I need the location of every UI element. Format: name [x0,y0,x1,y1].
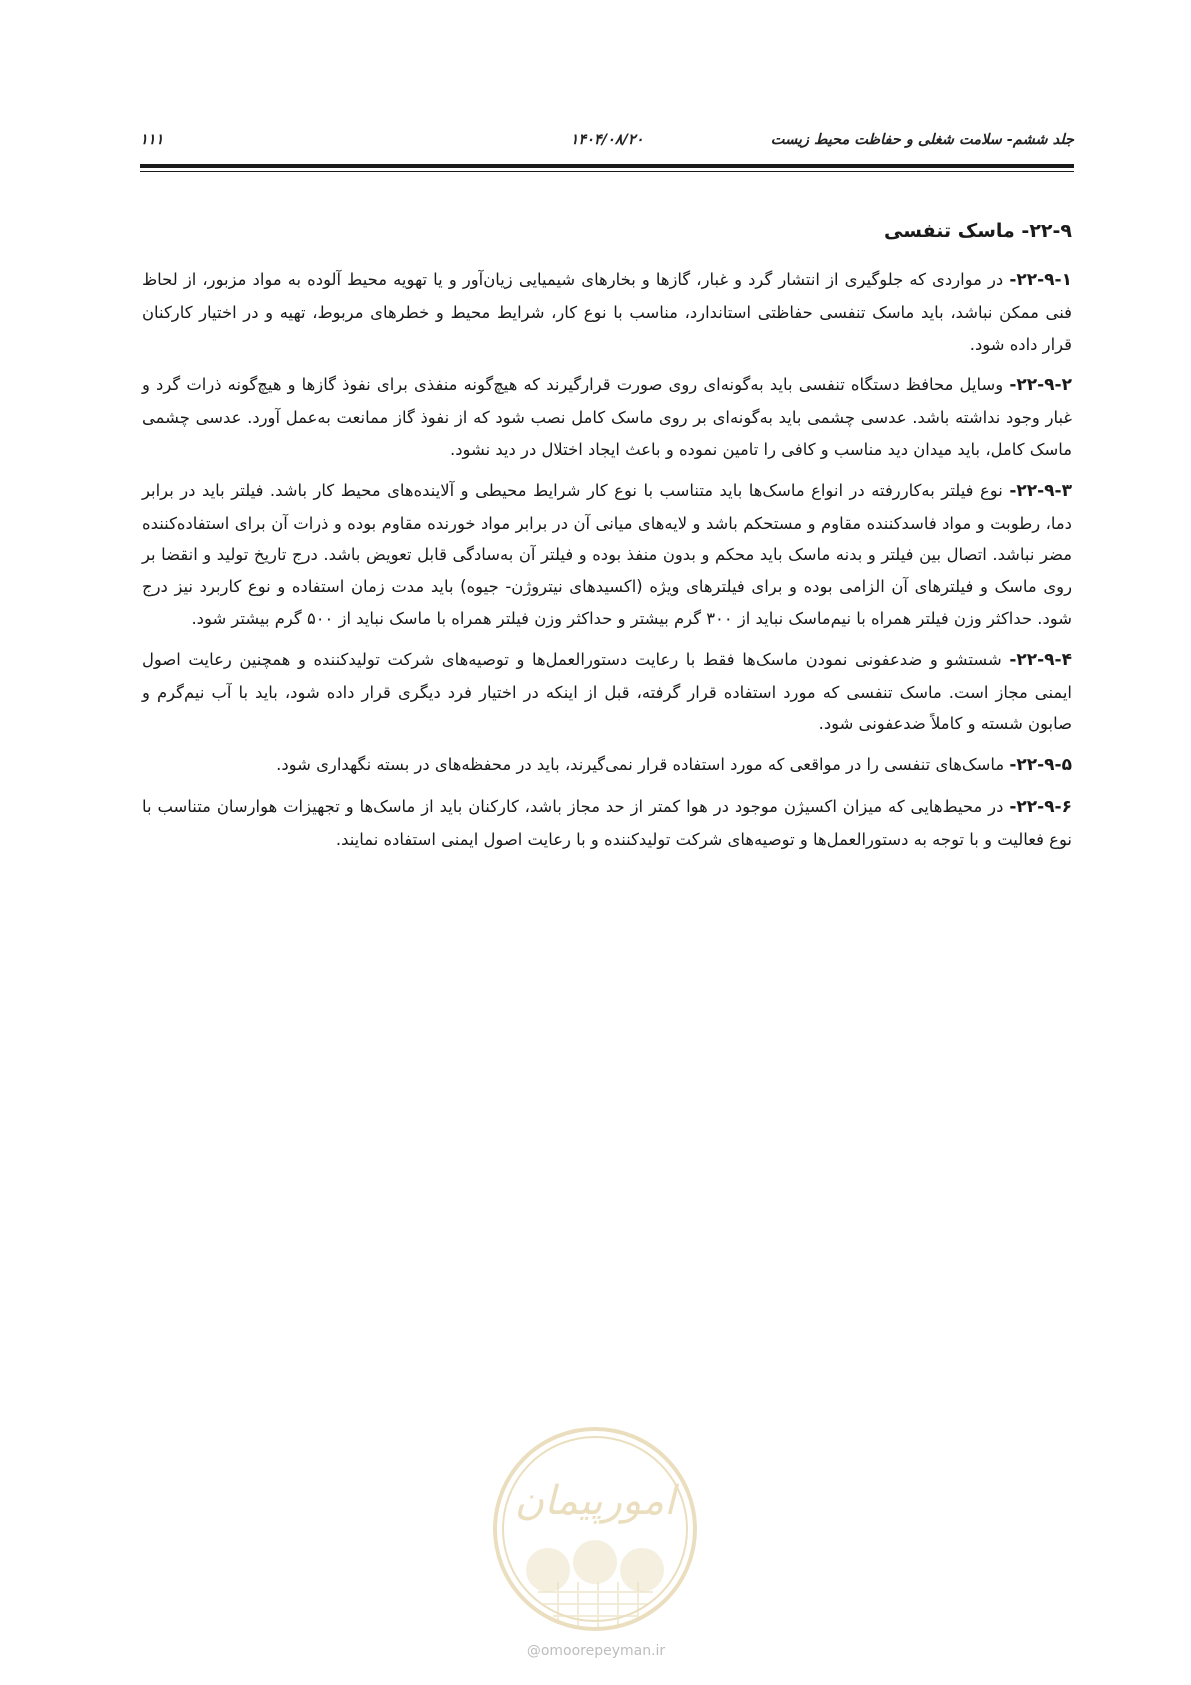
header-date: ۱۴۰۴/۰۸/۲۰ [570,132,644,148]
paragraph-text: شستشو و ضدعفونی نمودن ماسک‌ها فقط با رعایت دستورالعمل‌ها و توصیه‌های شرکت تولیدکننده و همچنین رعایت اصول ایمنی مجاز است. ماسک تنفسی که مورد استفاده قرار گرفته، قبل از اینکه در اختیار فرد دیگری قرار داده شود، باید با آب نیم‌گرم و صابون شسته و کاملاً ضدعفونی شود. [142,649,1072,734]
paragraph-number: ۲۲-۹-۲- [1009,375,1072,396]
paragraph-number: ۲۲-۹-۵- [1009,755,1072,776]
paragraph-number: ۲۲-۹-۱- [1009,270,1072,290]
header-rule-thick [140,164,1074,168]
paragraph-text: در محیط‌هایی که میزان اکسیژن موجود در هوا کمتر از حد مجاز باشد، کارکنان باید از ماسک‌ها و تجهیزات هوارسان متناسب با نوع فعالیت و با توجه به دستورالعمل‌ها و توصیه‌های شرکت تولیدکننده و با رعایت اصول ایمنی استفاده نمایند. [142,796,1072,849]
watermark-logo [488,1422,703,1637]
paragraph-text: در مواردی که جلوگیری از انتشار گرد و غبار، گازها و بخارهای شیمیایی زیان‌آور و یا تهویه محیط آلوده به مواد مزبور، از لحاظ فنی ممکن نباشد، باید ماسک تنفسی حفاظتی استاندارد، مناسب با نوع کار، شرایط محیط و خطرهای مربوط، تهیه و در اختیار کارکنان قرار داده شود. [142,270,1072,354]
page-number: ۱۱۱ [140,132,164,148]
paragraph-text: ماسک‌های تنفسی را در مواقعی که مورد استفاده قرار نمی‌گیرند، باید در محفظه‌های در بسته نگهداری شود. [276,755,1010,775]
paragraph-text: نوع فیلتر به‌کاررفته در انواع ماسک‌ها باید متناسب با نوع کار شرایط محیطی و آلاینده‌های محیط کار باشد. فیلتر باید در برابر دما، رطوبت و مواد فاسدکننده مقاوم و مستحکم باشد و لایه‌های میانی آن در برابر مواد خورنده مقاوم بوده و ذرات آن برای استفاده‌کننده مضر نباشد. اتصال بین فیلتر و بدنه ماسک باید محکم و بدون منفذ بوده و فیلتر آن به‌سادگی قابل تعویض باشد. درج تاریخ تولید و انقضا بر روی ماسک و فیلترهای آن الزامی بوده و برای فیلترهای ویژه (اکسیدهای نیتروژن- جیوه) باید مدت زمان استفاده و نوع کاربرد نیز درج شود. حداکثر وزن فیلتر همراه با نیم‌ماسک نباید از ۳۰۰ گرم بیشتر و حداکثر وزن فیلتر همراه با ماسک نباید از ۵۰۰ گرم بیشتر شود. [142,480,1072,628]
paragraph-text: وسایل محافظ دستگاه تنفسی باید به‌گونه‌ای روی صورت قرارگیرند که هیچ‌گونه منفذی برای نفوذ گازها و هیچ‌گونه ذرات گرد و غبار وجود نداشته باشد. عدسی چشمی باید به‌گونه‌ای بر روی ماسک کامل نصب شود که از نفوذ گاز ممانعت به‌عمل آورد. عدسی چشمی ماسک کامل، باید میدان دید مناسب و کافی را تامین نموده و باعث ایجاد اختلال در دید نشود. [142,375,1072,459]
watermark-url: @omoorepeyman.ir [526,1643,666,1659]
header-title: جلد ششم- سلامت شغلی و حفاظت محیط زیست [770,132,1074,148]
paragraph-5 [142,749,1072,782]
page-header [140,128,1074,156]
paragraph-3 [142,475,1072,635]
main-content [142,214,1072,865]
section-title: ۲۲-۹- ماسک تنفسی [884,220,1072,242]
watermark-logo-text: امورپیمان [514,1478,676,1524]
header-rule-thin [140,171,1074,172]
paragraph-2 [142,369,1072,465]
paragraph-number: ۲۲-۹-۶- [1009,796,1072,817]
paragraph-number: ۲۲-۹-۴- [1009,649,1072,670]
paragraph-number: ۲۲-۹-۳- [1009,480,1072,501]
paragraph-6 [142,791,1072,856]
paragraph-1 [142,264,1072,360]
paragraph-4 [142,644,1072,740]
